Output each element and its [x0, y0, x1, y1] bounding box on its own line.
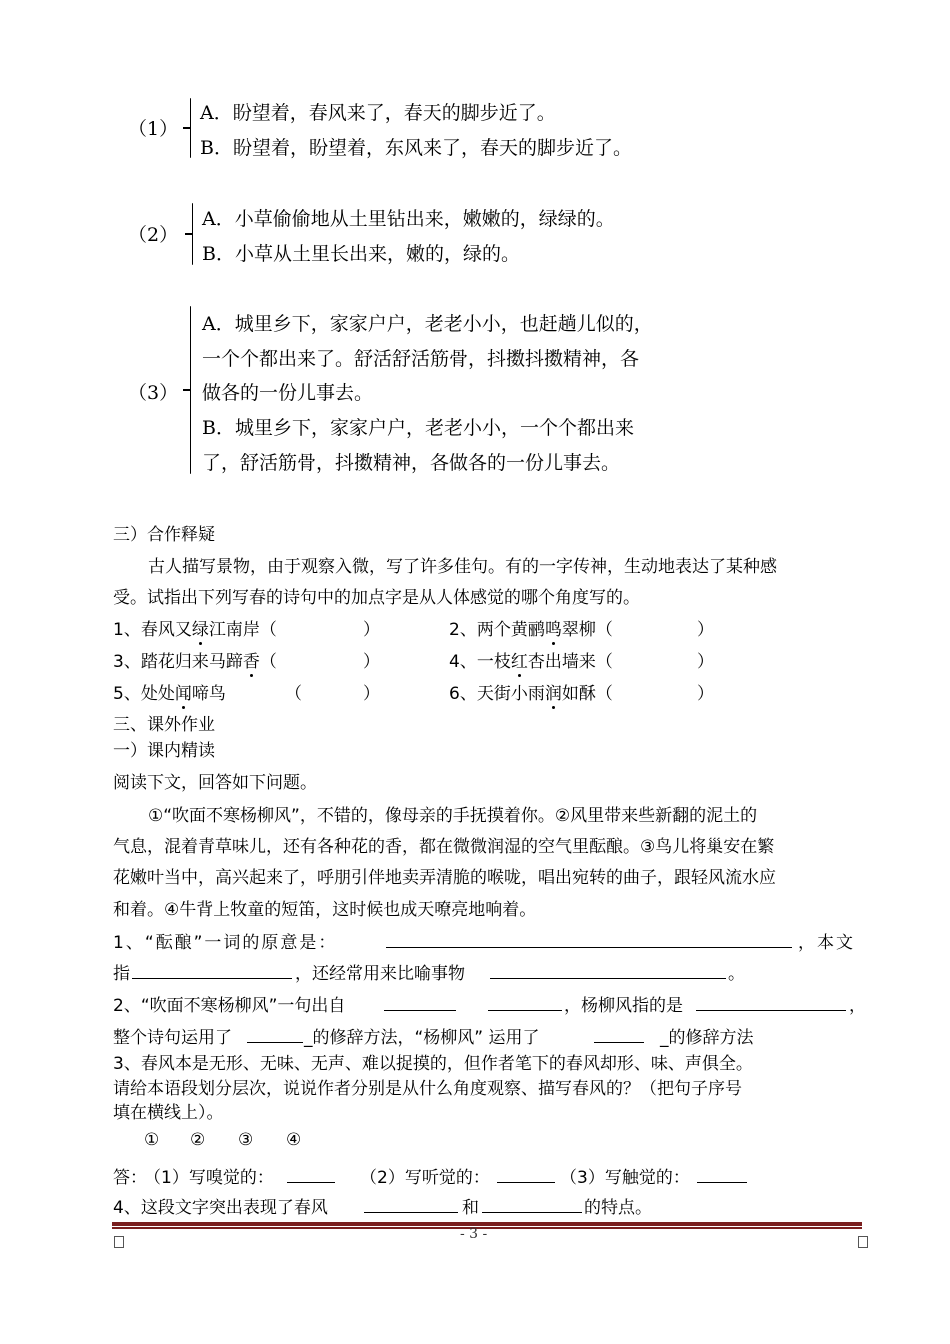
poem-item-3-close: ）: [363, 652, 380, 672]
poem-item-6: 6、天街小雨润如酥（: [449, 679, 613, 704]
emphasis-char: 润: [545, 679, 562, 704]
emphasis-char: 闻: [175, 679, 192, 704]
poem-item-2: 2、两个黄鹂鸣翠柳（: [449, 615, 613, 640]
section3-paragraph-line-2: 受。试指出下列写春的诗句中的加点字是从人体感觉的哪个角度写的。: [113, 588, 640, 608]
circle-number-4: ④: [286, 1130, 302, 1150]
question-2-blank-rhetoric-2[interactable]: [594, 1024, 644, 1043]
emphasis-char: 鸣: [545, 615, 562, 640]
question-1-blank-refers[interactable]: [132, 960, 292, 979]
question-2-blank-willow-wind[interactable]: [696, 992, 846, 1011]
question-1-text-b: ，本文: [798, 933, 855, 953]
question-2-text-e: _的修辞方法，“杨柳风” 运用了: [304, 1028, 540, 1048]
circle-number-2: ②: [190, 1130, 206, 1150]
poem-item-6-close: ）: [697, 684, 714, 704]
emphasis-char: 香: [243, 647, 260, 672]
question-2-blank-rhetoric-1[interactable]: [247, 1024, 303, 1043]
footer-left-marker-icon: [114, 1236, 124, 1248]
comparison-2-option-b: B．小草从土里长出来，嫩的，绿的。: [202, 243, 520, 265]
poem-item-5-close: ）: [363, 684, 380, 704]
question-4-blank-2[interactable]: [482, 1194, 582, 1213]
question-1-text-e: 。: [728, 964, 745, 984]
passage-line-3: 花嫩叶当中，高兴起来了，呼朋引伴地卖弄清脆的喉咙，唱出宛转的曲子，跟轻风流水应: [113, 868, 776, 888]
comparison-2-label: （2）: [128, 224, 179, 246]
comparison-3-label: （3）: [128, 382, 179, 404]
page-number: - 3 -: [460, 1226, 488, 1242]
comparison-1-option-a: A．盼望着，春风来了，春天的脚步近了。: [200, 102, 556, 124]
poem-item-1: 1、春风又绿江南岸（: [113, 615, 277, 640]
homework-heading: 三、课外作业: [113, 715, 215, 735]
answer-smell-blank[interactable]: [287, 1164, 335, 1183]
question-2-text-d: 整个诗句运用了: [113, 1028, 232, 1048]
question-2-blank-source-2[interactable]: [488, 992, 562, 1011]
passage-line-2: 气息，混着青草味儿，还有各种花的香，都在微微润湿的空气里酝酿。③鸟儿将巢安在繁: [113, 837, 775, 857]
poem-item-5: 5、处处闻啼鸟: [113, 679, 226, 704]
emphasis-char: 红: [511, 647, 528, 672]
circle-number-3: ③: [238, 1130, 254, 1150]
answer-smell-label: （1）写嗅觉的：: [144, 1168, 274, 1188]
answer-touch-blank[interactable]: [697, 1164, 747, 1183]
poem-item-4: 4、一枝红杏出墙来（: [449, 647, 613, 672]
question-3-line-3: 填在横线上）。: [113, 1103, 224, 1123]
section3-paragraph-line-1: 古人描写景物，由于观察入微，写了许多佳句。有的一字传神，生动地表达了某种感: [148, 557, 777, 577]
answer-label: 答：: [113, 1168, 147, 1188]
footer-right-marker-icon: [858, 1236, 868, 1248]
circle-number-1: ①: [144, 1130, 160, 1150]
poem-item-1-close: ）: [363, 620, 380, 640]
emphasis-char: 绿: [192, 615, 209, 640]
question-2-text-c: ，: [849, 996, 866, 1016]
comparison-3-line-1: A．城里乡下，家家户户，老老小小，也赶趟儿似的，: [202, 313, 653, 335]
poem-item-2-close: ）: [697, 620, 714, 640]
answer-hearing-blank[interactable]: [497, 1164, 555, 1183]
comparison-2-brace-tip: [185, 233, 193, 235]
question-3-line-2: 请给本语段划分层次，说说作者分别是从什么角度观察、描写春风的？（把句子序号: [113, 1079, 742, 1099]
poem-item-3: 3、踏花归来马蹄香（: [113, 647, 277, 672]
section-heading-cooperation: 三）合作释疑: [113, 525, 215, 545]
comparison-1-label: （1）: [128, 118, 179, 140]
passage-line-4: 和着。④牛背上牧童的短笛，这时候也成天嘹亮地响着。: [113, 900, 537, 920]
question-2-text: 2、“吹面不寒杨柳风”一句出自: [113, 996, 346, 1016]
question-4-text-c: 的特点。: [584, 1198, 652, 1218]
question-2-text-f: _的修辞方法: [660, 1028, 754, 1048]
comparison-3-line-3: 做各的一份儿事去。: [202, 382, 374, 404]
poem-item-4-close: ）: [697, 652, 714, 672]
answer-touch-label: （3）写触觉的：: [560, 1168, 690, 1188]
comparison-2-option-a: A．小草偷偷地从土里钻出来，嫩嫩的，绿绿的。: [202, 208, 615, 230]
question-4-text: 4、这段文字突出表现了春风: [113, 1198, 328, 1218]
question-1-text: 1、“酝酿”一词的原意是：: [113, 933, 338, 953]
question-2-text-b: ，杨柳风指的是: [564, 996, 683, 1016]
passage-line-1: ①“吹面不寒杨柳风”，不错的，像母亲的手抚摸着你。②风里带来些新翻的泥土的: [148, 806, 758, 826]
comparison-3-line-2: 一个个都出来了。舒活舒活筋骨，抖擞抖擞精神，各: [202, 348, 640, 370]
question-4-blank-1[interactable]: [364, 1194, 458, 1213]
poem-item-5-open: （: [285, 684, 302, 704]
question-1-blank-meaning[interactable]: [386, 929, 792, 948]
question-1-text-c: 指: [113, 964, 130, 984]
question-1-text-d: ，还经常用来比喻事物: [295, 964, 465, 984]
homework-subheading: 一）课内精读: [113, 741, 215, 761]
question-2-blank-source-1[interactable]: [384, 992, 456, 1011]
answer-hearing-label: （2）写听觉的：: [360, 1168, 490, 1188]
comparison-3-line-5: 了，舒活筋骨，抖擞精神，各做各的一份儿事去。: [202, 452, 621, 474]
comparison-3-line-4: B．城里乡下，家家户户，老老小小，一个个都出来: [202, 417, 634, 439]
comparison-1-brace-tip: [183, 127, 191, 129]
question-3-line-1: 3、春风本是无形、无味、无声、难以捉摸的，但作者笔下的春风却形、味、声俱全。: [113, 1054, 753, 1074]
question-4-text-b: 和: [462, 1198, 479, 1218]
question-1-blank-metaphor[interactable]: [490, 960, 726, 979]
comparison-1-option-b: B．盼望着，盼望着，东风来了，春天的脚步近了。: [200, 137, 632, 159]
homework-instruction: 阅读下文，回答如下问题。: [113, 773, 317, 793]
comparison-3-brace-tip: [183, 389, 191, 391]
